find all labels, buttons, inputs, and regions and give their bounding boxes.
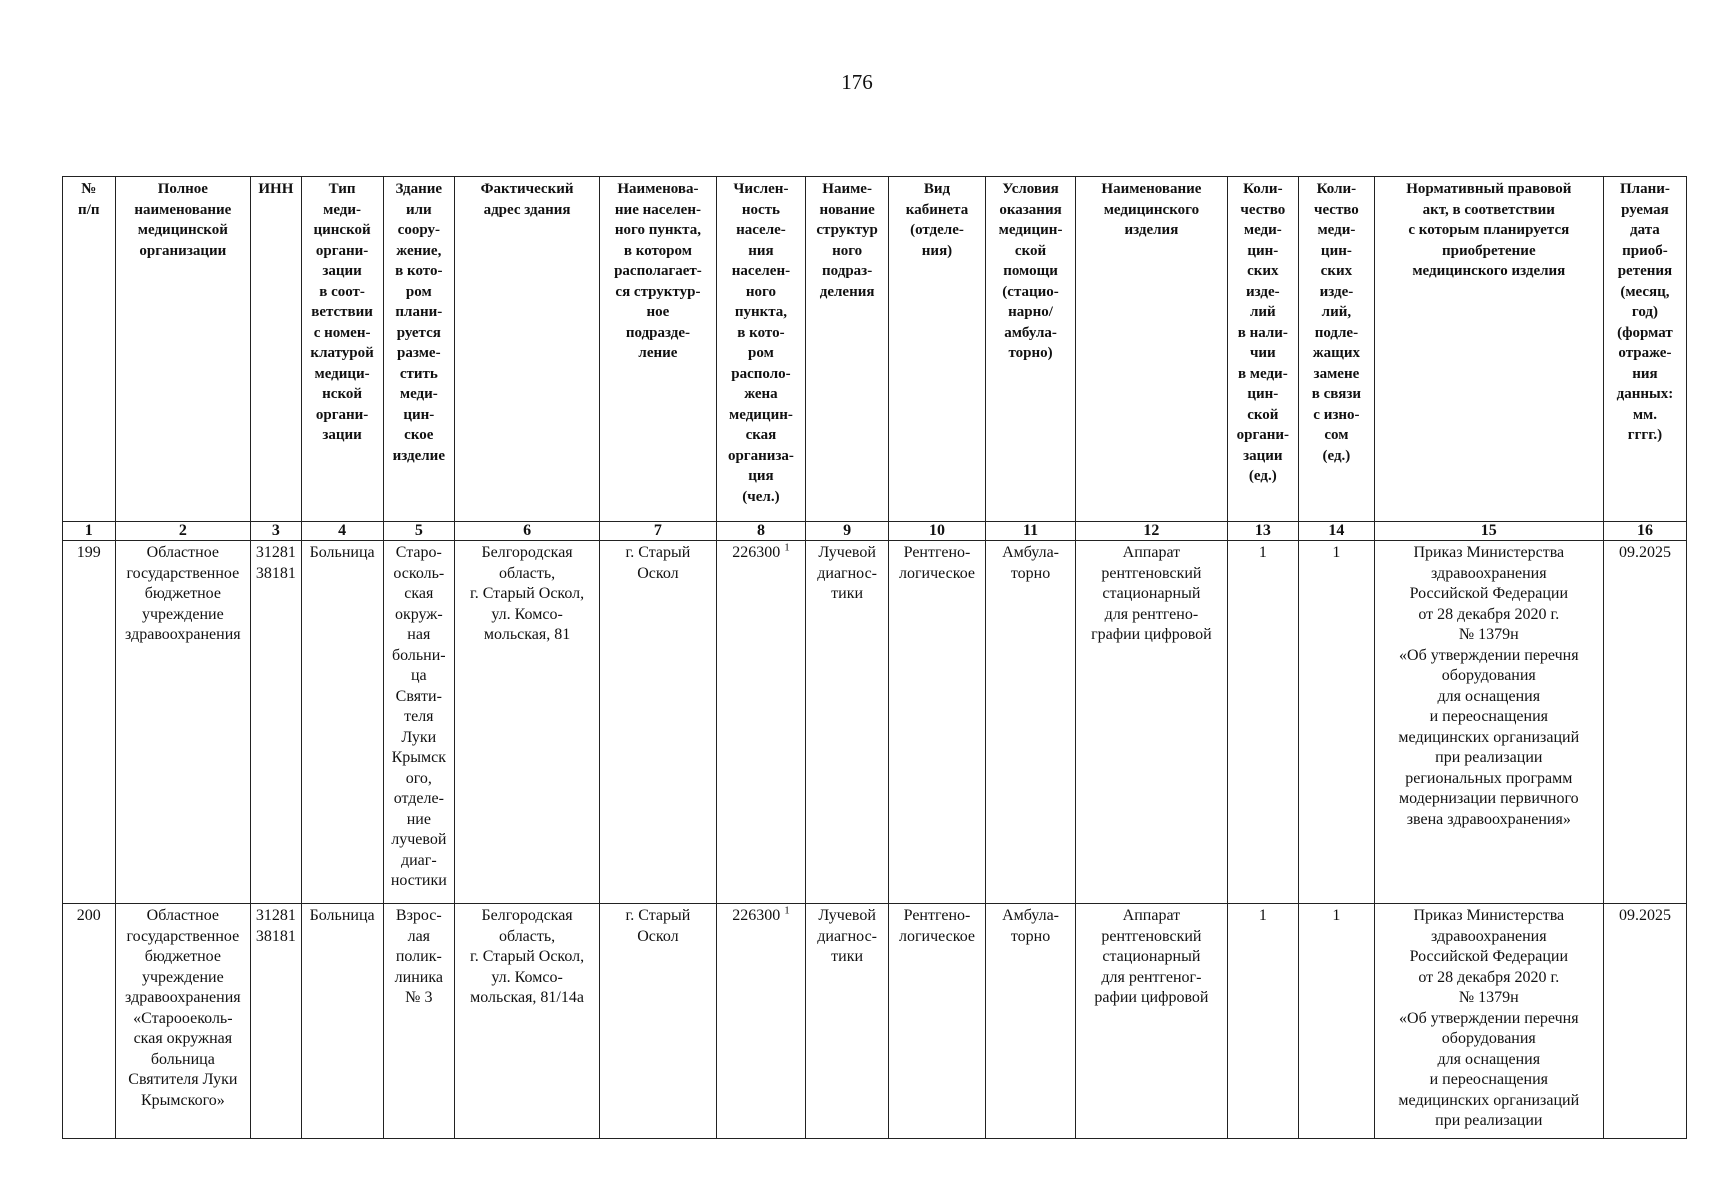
cell-device: Аппарат рентгеновский стационарный для рентгено- графии цифровой [1076,541,1227,904]
cell-legal-act: Приказ Министерства здравоохранения Российской Федерации от 28 декабря 2020 г. № 1379н «Об утверждении перечня оборудования для оснащения и переоснащения медицинских организаций при реализации региональных программ модернизации первичного звена здравоохранения» [1374,541,1603,904]
cell-type: Больница [301,541,383,904]
header-cell-locality: Наименова- ние населен- ного пункта, в котором располагает- ся структур- ное подразде- ление [600,177,717,522]
header-cell-inn: ИНН [251,177,301,522]
header-cell-building: Здание или соору- жение, в кото- ром плани- руется разме- стить меди- цин- ское изделие [383,177,454,522]
cell-cabinet: Рентгено- логическое [889,904,986,1139]
column-number: 13 [1227,522,1298,541]
column-number: 12 [1076,522,1227,541]
cell-date: 09.2025 [1603,904,1686,1139]
equipment-table [62,176,1687,1139]
cell-no: 199 [63,541,116,904]
cell-type: Больница [301,904,383,1139]
column-number: 5 [383,522,454,541]
column-number: 14 [1299,522,1375,541]
column-number: 8 [716,522,805,541]
cell-inn: 31281 38181 [251,541,301,904]
cell-building: Старо- осколь- ская окруж- ная больни- ца Святи- теля Луки Крымск ого, отделе- ние лучевой диаг- ностики [383,541,454,904]
column-number-row [63,522,1687,541]
column-number: 9 [806,522,889,541]
column-number: 4 [301,522,383,541]
column-number: 1 [63,522,116,541]
column-number: 3 [251,522,301,541]
header-cell-org: Полное наименование медицинской организации [115,177,251,522]
header-row [63,177,1687,522]
header-cell-address: Фактический адрес здания [455,177,600,522]
column-number: 11 [985,522,1075,541]
cell-qty-available: 1 [1227,541,1298,904]
cell-device: Аппарат рентгеновский стационарный для рентгеног- рафии цифровой [1076,904,1227,1139]
header-cell-legal-act: Нормативный правовой акт, в соответствии с которым планируется приобретение медицинского изделия [1374,177,1603,522]
cell-inn: 31281 38181 [251,904,301,1139]
cell-conditions: Амбула- торно [985,904,1075,1139]
cell-legal-act: Приказ Министерства здравоохранения Российской Федерации от 28 декабря 2020 г. № 1379н «Об утверждении перечня оборудования для оснащения и переоснащения медицинских организаций при реализации [1374,904,1603,1139]
cell-unit: Лучевой диагнос- тики [806,541,889,904]
cell-locality: г. Старый Оскол [600,904,717,1139]
table-row [63,541,1687,904]
header-cell-cabinet: Вид кабинета (отделе- ния) [889,177,986,522]
column-number: 7 [600,522,717,541]
header-cell-qty-replace: Коли- чество меди- цин- ских изде- лий, подле- жащих замене в связи с изно- сом (ед.) [1299,177,1375,522]
cell-org: Областное государственное бюджетное учреждение здравоохранения [115,541,251,904]
cell-qty-replace: 1 [1299,904,1375,1139]
cell-locality: г. Старый Оскол [600,541,717,904]
cell-population [716,541,805,904]
cell-conditions: Амбула- торно [985,541,1075,904]
cell-org: Областное государственное бюджетное учреждение здравоохранения «Старооеколь- ская окружная больница Святителя Луки Крымского» [115,904,251,1139]
population-value: 226300 [732,907,781,924]
cell-building: Взрос- лая полик- линика № 3 [383,904,454,1139]
header-cell-unit: Наиме- нование структур ного подраз- деления [806,177,889,522]
page-number: 176 [841,70,873,94]
column-number: 15 [1374,522,1603,541]
cell-date: 09.2025 [1603,541,1686,904]
cell-qty-replace: 1 [1299,541,1375,904]
population-value: 226300 [732,544,781,561]
column-number: 10 [889,522,986,541]
column-number: 6 [455,522,600,541]
cell-unit: Лучевой диагнос- тики [806,904,889,1139]
header-cell-qty-available: Коли- чество меди- цин- ских изде- лий в нали- чии в меди- цин- ской органи- зации (ед.) [1227,177,1298,522]
cell-address: Белгородская область, г. Старый Оскол, ул. Комсо- мольская, 81/14а [455,904,600,1139]
population-footnote: 1 [784,541,790,554]
table-row [63,904,1687,1139]
header-cell-conditions: Условия оказания медицин- ской помощи (стацио- нарно/ амбула- торно) [985,177,1075,522]
header-cell-population: Числен- ность населе- ния населен- ного пункта, в кото- ром располо- жена медицин- ская организа- ция (чел.) [716,177,805,522]
cell-no: 200 [63,904,116,1139]
header-cell-date: Плани- руемая дата приоб- ретения (месяц, год) (формат отраже- ния данных: мм. гггг.) [1603,177,1686,522]
column-number: 2 [115,522,251,541]
cell-qty-available: 1 [1227,904,1298,1139]
header-cell-no: № п/п [63,177,116,522]
cell-population [716,904,805,1139]
header-cell-type: Тип меди- цинской органи- зации в соот- ветствии с номен- клатурой медици- нской органи- зации [301,177,383,522]
header-cell-device: Наименование медицинского изделия [1076,177,1227,522]
cell-address: Белгородская область, г. Старый Оскол, ул. Комсо- мольская, 81 [455,541,600,904]
column-number: 16 [1603,522,1686,541]
cell-cabinet: Рентгено- логическое [889,541,986,904]
population-footnote: 1 [784,904,790,917]
